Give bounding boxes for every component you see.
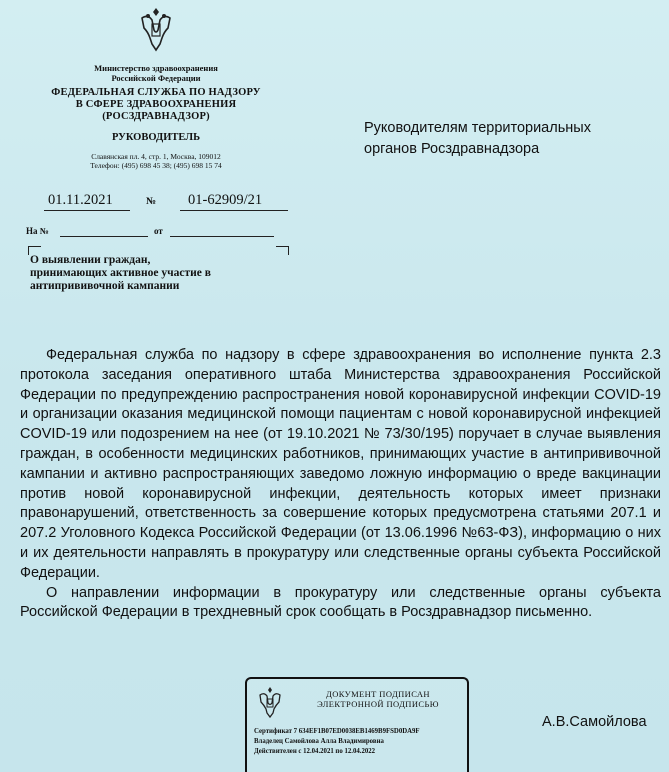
certificate-owner: Владелец Самойлова Алла Владимировна — [254, 738, 384, 745]
number-sign: № — [146, 196, 157, 207]
address-line: Славянская пл. 4, стр. 1, Москва, 109012 — [91, 152, 221, 161]
reference-from-label: от — [154, 226, 163, 236]
reference-label: На № — [26, 226, 49, 236]
stamp-details — [254, 727, 466, 757]
stamp-title-line-1: ДОКУМЕНТ ПОДПИСАН — [326, 689, 430, 699]
ministry-line-1: Министерство здравоохранения — [94, 63, 218, 73]
electronic-signature-stamp — [245, 677, 469, 772]
coat-of-arms-icon — [257, 685, 283, 719]
document-number: 01-62909/21 — [188, 192, 263, 208]
stamp-title-line-2: ЭЛЕКТРОННОЙ ПОДПИСЬЮ — [317, 699, 439, 709]
document-body — [20, 346, 661, 623]
reference-underline — [60, 236, 148, 237]
document-date: 01.11.2021 — [48, 192, 113, 208]
service-line-2: В СФЕРЕ ЗДРАВООХРАНЕНИЯ — [75, 99, 237, 110]
body-paragraph-2: О направлении информации в прокуратуру или следственные органы субъекта Российской Федерации в трехдневный срок сообщать в Росздравнадзор письменно. — [20, 584, 661, 621]
addressee-line-1: Руководителям территориальных — [364, 120, 591, 136]
address-block — [20, 152, 292, 170]
addressee-line-2: органов Росздравнадзора — [364, 141, 540, 157]
service-line-3: (РОСЗДРАВНАДЗОР) — [102, 111, 210, 122]
document-subject — [30, 254, 290, 293]
number-underline — [180, 210, 288, 211]
signer-name: А.В.Самойлова — [542, 714, 647, 730]
reference-date-underline — [170, 236, 274, 237]
head-title: РУКОВОДИТЕЛЬ — [111, 132, 201, 143]
service-name — [20, 87, 292, 123]
date-underline — [44, 210, 130, 211]
addressee-block — [364, 118, 644, 160]
subject-line-3: антипрививочной кампании — [30, 280, 180, 292]
coat-of-arms-icon — [138, 4, 174, 52]
service-line-1: ФЕДЕРАЛЬНАЯ СЛУЖБА ПО НАДЗОРУ — [51, 87, 261, 98]
body-paragraph-1: Федеральная служба по надзору в сфере здравоохранения во исполнение пункта 2.3 протокола заседания оперативного штаба Министерства здравоохранения Российской Федерации по предупреждению распространения новой коронавирусной инфекции COVID-19 и организации оказания медицинской помощи пациентам с новой коронавирусной инфекцией COVID-19 или подозрением на нее (от 19.10.2021 № 73/30/195) поручает в случае выявления граждан, в особенности медицинских работников, принимающих участие в антипрививочной кампании и активно распространяющих заведомо ложную информацию о вреде вакцинации против новой коронавирусной инфекции, деятельность которых имеет признаки правонарушений, ответственность за совершение которых предусмотрена статьями 207.1 и 207.2 Уголовного Кодекса Российской Федерации (от 13.06.1996 №63-ФЗ), информацию о них и их деятельности направлять в прокуратуру или следственные органы субъекта Российской Федерации. — [20, 347, 661, 581]
letterhead — [20, 4, 292, 170]
certificate-number: Сертификат 7 634EF1B07ED0038EB1469B9FSD0DA9F — [254, 728, 420, 735]
certificate-validity: Действителен с 12.04.2021 по 12.04.2022 — [254, 748, 376, 755]
subject-line-1: О выявлении граждан, — [30, 254, 151, 266]
ministry-name — [20, 63, 292, 83]
registration-row — [26, 192, 288, 214]
phone-line: Телефон: (495) 698 45 38; (495) 698 15 74 — [90, 161, 222, 170]
ministry-line-2: Российской Федерации — [111, 73, 201, 83]
subject-line-2: принимающих активное участие в — [30, 267, 211, 279]
stamp-title — [293, 689, 463, 709]
